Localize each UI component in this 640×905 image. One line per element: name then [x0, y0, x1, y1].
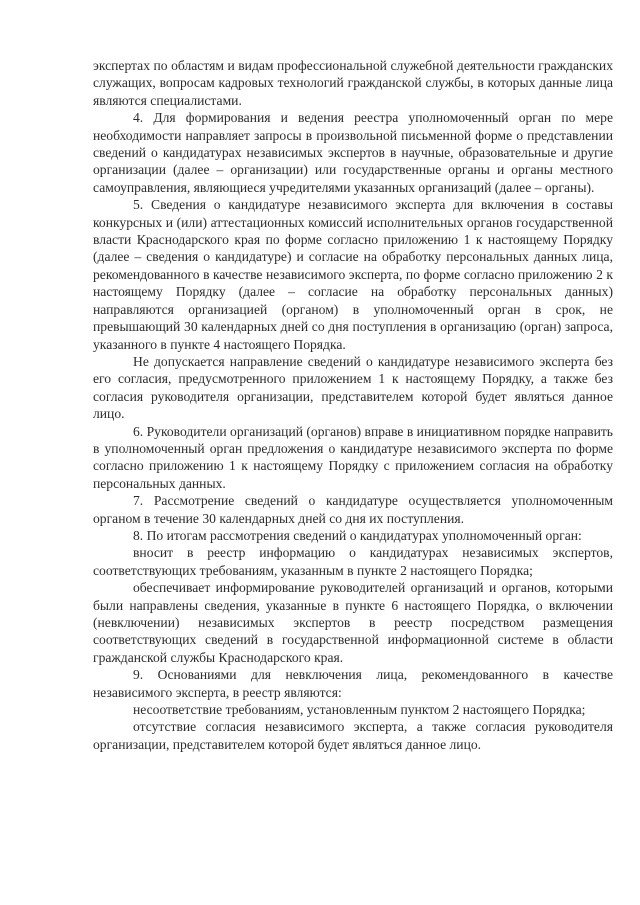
paragraph-4: 4. Для формирования и ведения реестра уполномоченный орган по мере необходимости направляет запросы в произвольной письменной форме о представлении сведений о кандидатурах независимых экспертов в научные, образовательные и другие организации (далее – организации) или государственные органы и органы местного самоуправления, являющиеся учредителями указанных организаций (далее – органы). — [93, 110, 613, 195]
paragraph-8-item-1: вносит в реестр информацию о кандидатурах независимых экспертов, соответствующих требованиям, указанным в пункте 2 настоящего Порядка; — [93, 545, 613, 578]
paragraph-8-item-2: обеспечивает информирование руководителей организаций и органов, которыми были направлены сведения, указанные в пункте 6 настоящего Порядка, о включении (невключении) независимых экспертов в реестр посредством размещения соответствующих сведений в государственной информационной системе в области гражданской службы Краснодарского края. — [93, 580, 613, 665]
paragraph-9-item-1: несоответствие требованиям, установленным пунктом 2 настоящего Порядка; — [133, 702, 586, 718]
paragraph-continuation: экспертах по областям и видам профессиональной служебной деятельности гражданских служащих, вопросам кадровых технологий гражданской службы, в которых данные лица являются специалистами. — [93, 58, 613, 108]
paragraph-6: 6. Руководители организаций (органов) вправе в инициативном порядке направить в уполномоченный орган предложения о кандидатуре независимого эксперта по форме согласно приложению 1 к настоящему Порядку с приложением согласия на обработку персональных данных. — [93, 423, 613, 491]
paragraph-5-note: Не допускается направление сведений о кандидатуре независимого эксперта без его согласия, предусмотренного приложением 1 к настоящему Порядку, а также без согласия руководителя организации, представителем которой будет являться данное лицо. — [93, 353, 613, 422]
paragraph-9: 9. Основаниями для невключения лица, рекомендованного в качестве независимого эксперта, в реестр являются: — [93, 667, 613, 700]
paragraph-7: 7. Рассмотрение сведений о кандидатуре осуществляется уполномоченным органом в течение 30 календарных дней со дня их поступления. — [93, 493, 613, 526]
paragraph-9-item-2: отсутствие согласия независимого эксперта, а также согласия руководителя организации, представителем которой будет являться данное лицо. — [93, 719, 613, 752]
paragraph-8: 8. По итогам рассмотрения сведений о кандидатурах уполномоченный орган: — [133, 527, 582, 543]
paragraph-5: 5. Сведения о кандидатуре независимого эксперта для включения в составы конкурсных и (или) аттестационных комиссий исполнительных органов государственной власти Краснодарского края по форме согласно приложению 1 к настоящему Порядку (далее – сведения о кандидатуре) и согласие на обработку персональных данных лица, рекомендованного в качестве независимого эксперта, по форме согласно приложению 2 к настоящему Порядку (далее – согласие на обработку персональных данных) направляются организацией (органом) в уполномоченный орган в срок, не превышающий 30 календарных дней со дня поступления в организацию (орган) запроса, указанного в пункте 4 настоящего Порядка. — [93, 197, 613, 352]
document-body — [93, 57, 613, 753]
